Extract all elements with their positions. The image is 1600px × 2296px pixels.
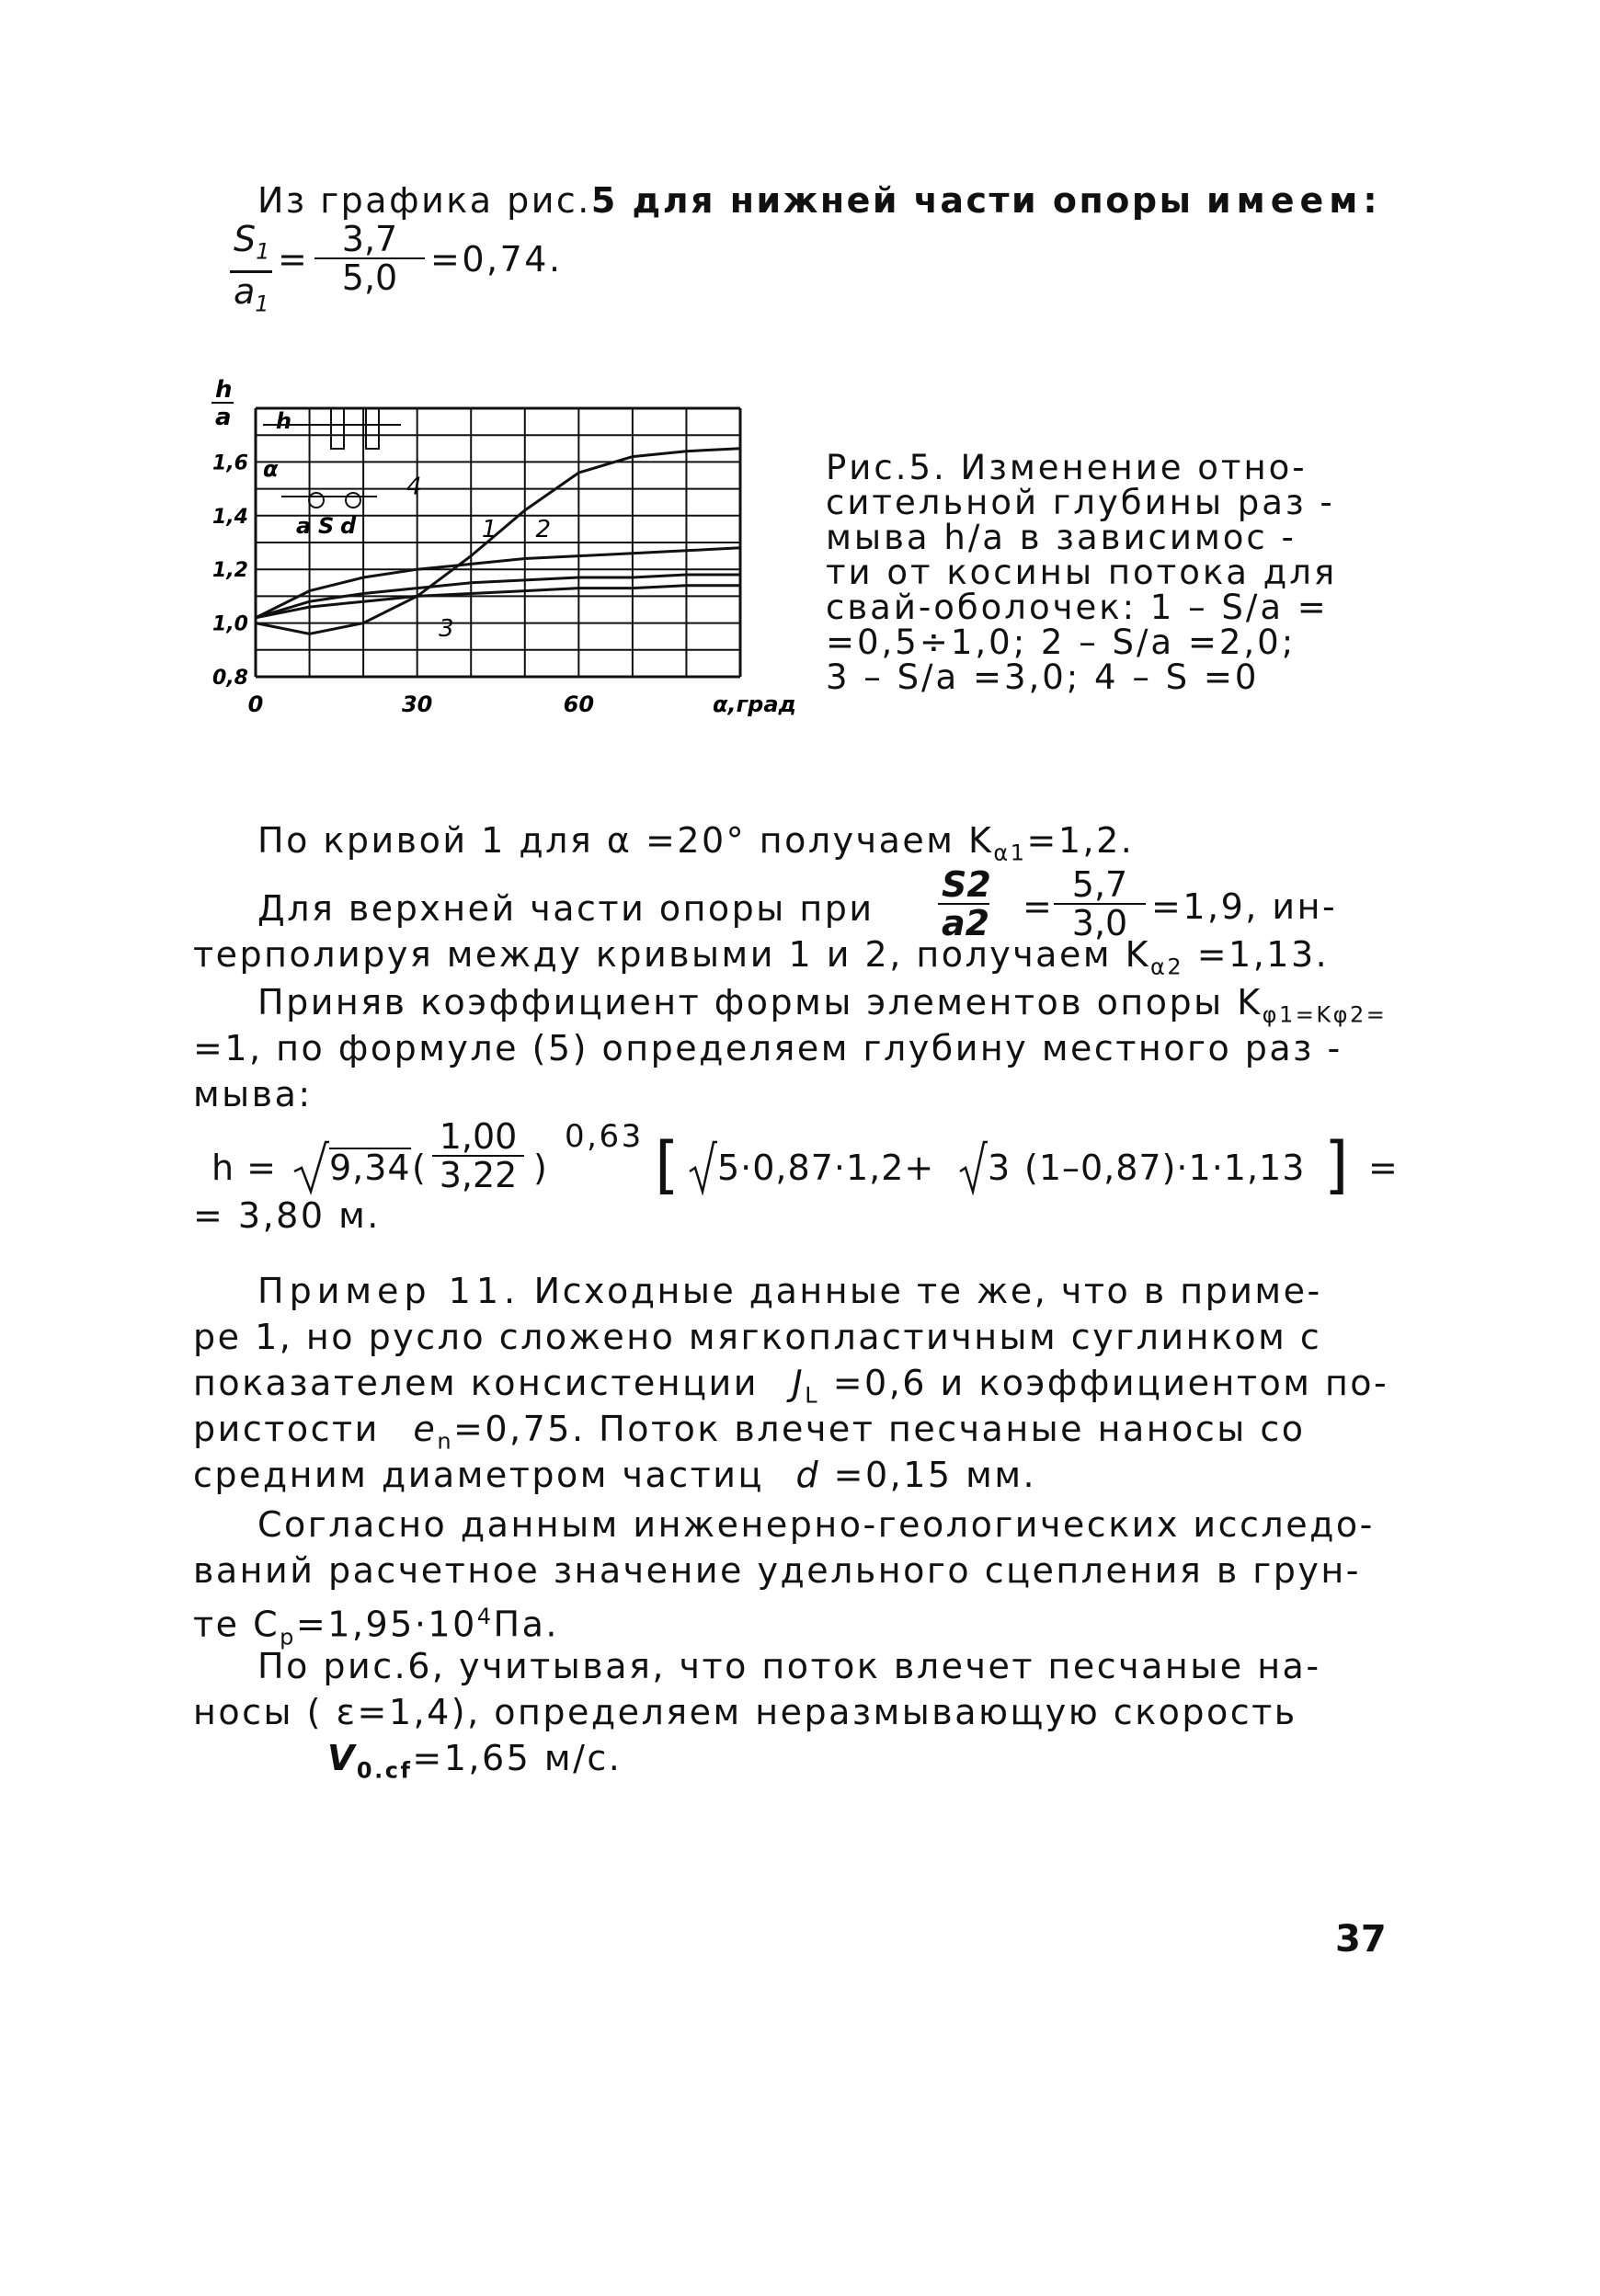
inset-label-2: a bbox=[296, 513, 312, 539]
caption-line-5: свай-оболочек: 1 – S/a = bbox=[826, 588, 1329, 627]
example-l4b: =0,75. Поток влечет песчаные наносы со bbox=[453, 1409, 1306, 1449]
caption-line-7: 3 – S/a =3,0; 4 – S =0 bbox=[826, 657, 1260, 697]
example-l3b: =0,6 и коэффициентом по- bbox=[832, 1363, 1389, 1403]
formula: h = 9,34 ( $\frac{1,00}{3,22}$ ) 0,63 [ 5·0,87·1,2+ 3 (1–0,87)·1·1,13 ] = bbox=[211, 1116, 1400, 1202]
formula-root1: 9,34 bbox=[329, 1148, 411, 1188]
formula-bracket: 5·0,87·1,2+ bbox=[717, 1148, 935, 1188]
p2-frac-den: 3,0 bbox=[1071, 903, 1128, 943]
example-line-5 bbox=[193, 1455, 1036, 1495]
para-3-l1-tail: φ1=Kφ2= bbox=[1262, 1001, 1388, 1028]
example-l3-sub: L bbox=[805, 1382, 820, 1409]
para-2-a: Для верхней части опоры при bbox=[257, 888, 874, 929]
formula-bracket2: 3 bbox=[988, 1148, 1011, 1188]
curve-label-2: 2 bbox=[535, 516, 552, 544]
series-line-3 bbox=[256, 586, 740, 618]
formula-eq: = bbox=[1368, 1148, 1400, 1188]
x-tick-label: 30 bbox=[401, 691, 433, 717]
inset-pile-2 bbox=[366, 408, 379, 449]
caption-line-4: ти от косины потока для bbox=[826, 553, 1338, 592]
p2-frac-lhs-den: a2 bbox=[942, 903, 990, 943]
para-2-line-1 bbox=[257, 888, 874, 929]
y-tick-label: 1,6 bbox=[212, 451, 248, 475]
example-p2-l3-sub: p bbox=[280, 1624, 296, 1651]
curve-label-1: 1 bbox=[481, 516, 497, 544]
para-2-sub: α2 bbox=[1150, 954, 1184, 980]
para-1-val: =1,2. bbox=[1026, 820, 1135, 861]
example-p2-l3b: =1,95·10 bbox=[295, 1604, 477, 1645]
para-2-line-2 bbox=[193, 934, 1329, 988]
intro-line bbox=[257, 180, 1383, 221]
example-p3-sym: V bbox=[327, 1738, 357, 1778]
inset-label-1: α bbox=[263, 456, 279, 482]
inset-plan-pile-1 bbox=[309, 493, 324, 508]
para-1-sub: α1 bbox=[993, 840, 1027, 866]
example-p3-l3b: =1,65 м/с. bbox=[412, 1738, 623, 1778]
example-l1: Исходные данные те же, что в приме- bbox=[533, 1271, 1322, 1311]
example-l4a: ристости bbox=[193, 1409, 380, 1449]
example-l4-sub: n bbox=[437, 1428, 454, 1455]
para-3-line-3: мыва: bbox=[193, 1074, 313, 1114]
y-axis-label-top: h bbox=[215, 377, 233, 404]
frac-den: 5,0 bbox=[341, 257, 398, 298]
caption-line-2: сительной глубины раз - bbox=[826, 483, 1335, 522]
formula-frac-num: 1,00 bbox=[432, 1118, 524, 1157]
sqrt2-icon bbox=[688, 1140, 717, 1195]
formula-bracket3: (1–0,87)·1·1,13 bbox=[1024, 1148, 1306, 1188]
p2-frac-lhs-num: S2 bbox=[938, 866, 989, 905]
inset-label-3: S bbox=[318, 513, 335, 539]
example-p3-line-1: По рис.6, учитывая, что поток влечет песчаные на- bbox=[257, 1646, 1321, 1686]
example-l3a: показателем консистенции bbox=[193, 1363, 759, 1403]
curve-label-3: 3 bbox=[439, 615, 454, 644]
frac-lhs-num-sub: 1 bbox=[256, 238, 270, 265]
intro-bold: 5 для нижней части опоры bbox=[590, 180, 1194, 221]
frac-lhs-den: a bbox=[234, 270, 256, 312]
example-p3-sub: 0.cf bbox=[356, 1757, 413, 1784]
caption-line-6: =0,5÷1,0; 2 – S/a =2,0; bbox=[826, 623, 1297, 662]
example-l3-sym: J bbox=[792, 1363, 806, 1403]
curve-label-4: 4 bbox=[406, 473, 422, 501]
x-tick-label: 60 bbox=[563, 691, 595, 717]
para-3-line-2: =1, по формуле (5) определяем глубину местного раз - bbox=[193, 1028, 1343, 1068]
example-p2-l3a: те C bbox=[193, 1604, 280, 1645]
example-heading: Пример 11. bbox=[257, 1271, 521, 1311]
y-tick-label: 1,0 bbox=[212, 612, 248, 636]
y-tick-label: 0,8 bbox=[212, 667, 248, 690]
example-p3-line-2: носы ( ε=1,4), определяем неразмывающую скорость bbox=[193, 1692, 1297, 1732]
example-line-4 bbox=[193, 1409, 1306, 1462]
example-line-1 bbox=[257, 1271, 1322, 1311]
example-p2-l3c: Па. bbox=[493, 1604, 559, 1645]
frac-result: =0,74. bbox=[430, 239, 563, 280]
example-l5b: =0,15 мм. bbox=[833, 1455, 1037, 1495]
frac-lhs-num: S bbox=[234, 219, 257, 259]
caption-line-1: Рис.5. Изменение отно- bbox=[826, 448, 1308, 487]
x-tick-label: 0 bbox=[247, 691, 264, 717]
example-p3-line-3 bbox=[327, 1738, 622, 1791]
example-l5-sym: d bbox=[795, 1455, 821, 1495]
para-3-l1: Приняв коэффициент формы элементов опоры K bbox=[257, 982, 1263, 1022]
para-1 bbox=[257, 820, 1134, 874]
inset-label-0: h bbox=[276, 408, 292, 434]
example-l5a: средним диаметром частиц bbox=[193, 1455, 764, 1495]
inset-pile-1 bbox=[331, 408, 344, 449]
figure-chart bbox=[202, 377, 809, 726]
inset-plan-pile-2 bbox=[346, 493, 360, 508]
intro-prefix: Из графика рис. bbox=[257, 180, 591, 221]
para-2-b: =1,9, ин- bbox=[1151, 886, 1338, 927]
formula-frac-den: 3,22 bbox=[439, 1155, 518, 1195]
example-p2-l3-sup: 4 bbox=[476, 1604, 494, 1629]
para-2-line2-text: терполируя между кривыми 1 и 2, получаем K bbox=[193, 934, 1151, 975]
example-line-3 bbox=[193, 1363, 1389, 1416]
caption-line-3: мыва h/a в зависимос - bbox=[826, 518, 1297, 557]
y-tick-label: 1,2 bbox=[212, 559, 248, 583]
formula-result: = 3,80 м. bbox=[193, 1195, 381, 1236]
y-axis-label-bottom: a bbox=[215, 404, 232, 431]
y-tick-label: 1,4 bbox=[212, 505, 248, 529]
page-number: 37 bbox=[1335, 1918, 1387, 1960]
p2-frac-num: 5,7 bbox=[1054, 866, 1146, 905]
frac-lhs-den-sub: 1 bbox=[255, 291, 269, 317]
example-l4-sym: e bbox=[413, 1409, 438, 1449]
formula-exp: 0,63 bbox=[565, 1118, 644, 1155]
example-line-2: ре 1, но русло сложено мягкопластичным суглинком с bbox=[193, 1317, 1322, 1357]
para-2-val: =1,13. bbox=[1183, 934, 1330, 975]
inset-label-4: d bbox=[340, 513, 357, 539]
example-p2-line-2: ваний расчетное значение удельного сцепления в грун- bbox=[193, 1550, 1361, 1591]
sqrt-icon bbox=[292, 1140, 329, 1195]
x-axis-label: α,град bbox=[713, 691, 796, 717]
sqrt3-icon bbox=[958, 1140, 988, 1195]
frac-num: 3,7 bbox=[314, 221, 425, 259]
para-1-text: По кривой 1 для α =20° получаем K bbox=[257, 820, 994, 861]
formula-h: h = bbox=[211, 1148, 278, 1188]
intro-suffix: имеем: bbox=[1206, 180, 1383, 221]
example-p2-line-1: Согласно данным инженерно-геологических исследо- bbox=[257, 1504, 1375, 1545]
para-3-line-1 bbox=[257, 982, 1387, 1035]
